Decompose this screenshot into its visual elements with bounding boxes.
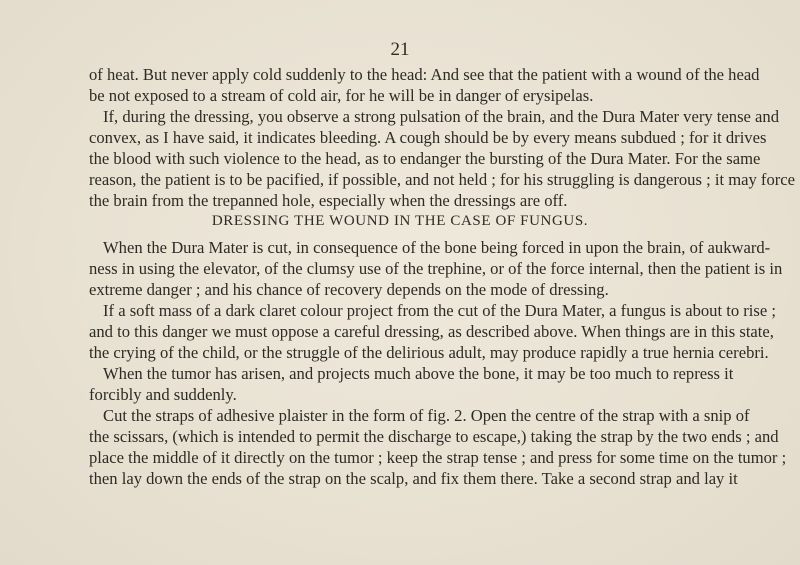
text-line: convex, as I have said, it indicates bleeding. A cough should be by every means subdued ; for it drives (89, 128, 767, 147)
text-line: extreme danger ; and his chance of recovery depends on the mode of dressing. (89, 280, 609, 299)
text-line: Cut the straps of adhesive plaister in the form of fig. 2. Open the centre of the strap with a snip of (103, 406, 750, 425)
text-block-top (89, 64, 795, 211)
text-block-bottom (89, 237, 787, 489)
text-line: If, during the dressing, you observe a strong pulsation of the brain, and the Dura Mater very tense and (103, 107, 780, 126)
text-line: the crying of the child, or the struggle of the delirious adult, may produce rapidly a true hernia cerebri. (89, 343, 769, 362)
section-heading: DRESSING THE WOUND IN THE CASE OF FUNGUS. (211, 213, 589, 229)
text-line: ness in using the elevator, of the clumsy use of the trephine, or of the force internal, then the patient is in (89, 259, 783, 278)
text-line: the blood with such violence to the head, as to endanger the bursting of the Dura Mater. For the same (89, 149, 761, 168)
text-line: be not exposed to a stream of cold air, for he will be in danger of erysipelas. (89, 86, 594, 105)
text-line: When the tumor has arisen, and projects much above the bone, it may be too much to repress it (103, 364, 734, 383)
text-line: If a soft mass of a dark claret colour project from the cut of the Dura Mater, a fungus is about to rise ; (103, 301, 777, 320)
text-line: and to this danger we must oppose a careful dressing, as described above. When things are in this state, (89, 322, 774, 341)
text-line: place the middle of it directly on the tumor ; keep the strap tense ; and press for some time on the tumor ; (89, 448, 787, 467)
page-number: 21 (390, 39, 410, 60)
text-line: forcibly and suddenly. (89, 385, 237, 404)
text-line: reason, the patient is to be pacified, if possible, and not held ; for his struggling is dangerous ; it may force (89, 170, 795, 189)
text-line: then lay down the ends of the strap on the scalp, and fix them there. Take a second strap and lay it (89, 469, 738, 488)
text-line: of heat. But never apply cold suddenly to the head: And see that the patient with a wound of the head (89, 65, 760, 84)
text-line: the brain from the trepanned hole, especially when the dressings are off. (89, 191, 568, 210)
text-line: the scissars, (which is intended to permit the discharge to escape,) taking the strap by the two ends ; and (89, 427, 779, 446)
text-line: When the Dura Mater is cut, in consequence of the bone being forced in upon the brain, of aukward- (103, 238, 771, 257)
